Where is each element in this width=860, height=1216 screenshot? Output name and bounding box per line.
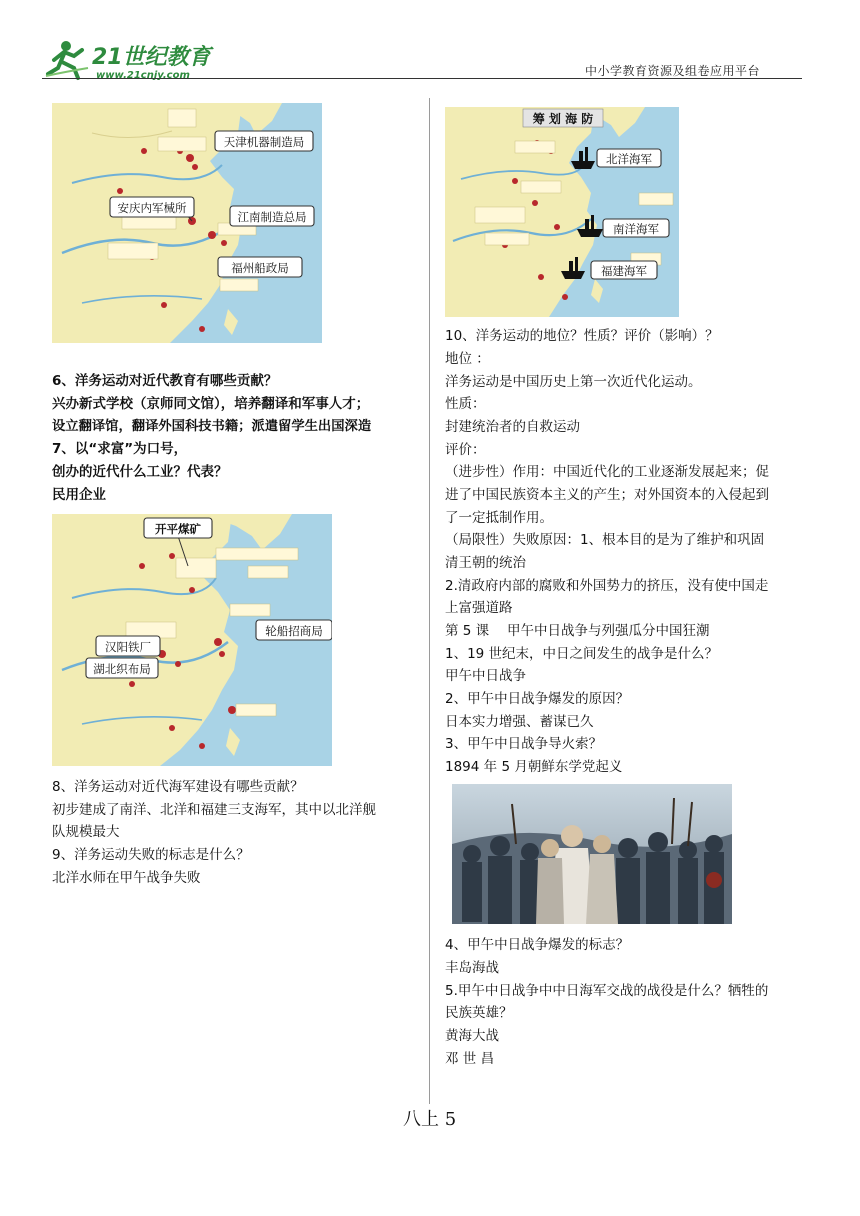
site-logo — [44, 38, 214, 82]
page-number: 八上 5 — [403, 1109, 457, 1130]
evaluation-line-3: 了一定抵制作用。 — [445, 510, 553, 526]
logo-subtext: www.21cnjy.com — [96, 70, 190, 81]
position-text: 洋务运动是中国历史上第一次近代化运动。 — [445, 374, 702, 390]
question-7-continued: 创办的近代什么工业？代表？ — [52, 464, 228, 480]
map-label — [86, 658, 158, 678]
answer-9: 北洋水师在甲午战争失败 — [52, 870, 201, 886]
evaluation-line-1: （进步性）作用：中国近代化的工业逐渐发展起来；促 — [445, 464, 769, 480]
answer-8-line-1: 初步建成了南洋、北洋和福建三支海军，其中以北洋舰 — [52, 802, 376, 818]
question-9: 9、洋务运动失败的标志是什么？ — [52, 847, 250, 863]
map-label — [96, 636, 160, 656]
lesson-question-4: 4、甲午中日战争爆发的标志？ — [445, 937, 630, 953]
answer-7: 民用企业 — [52, 487, 106, 503]
lesson-question-3: 3、甲午中日战争导火索？ — [445, 736, 603, 752]
lesson-answer-4: 丰岛海战 — [445, 960, 499, 976]
question-6: 6、洋务运动对近代教育有哪些贡献？ — [52, 373, 278, 389]
map-label — [110, 197, 194, 217]
svg-text:福州船政局: 福州船政局 — [231, 261, 289, 275]
map-title — [523, 109, 603, 127]
svg-text:江南制造总局: 江南制造总局 — [237, 210, 307, 224]
lesson-question-5-line-2: 民族英雄？ — [445, 1005, 513, 1021]
map-label — [603, 219, 669, 237]
evaluation-line-4: （局限性）失败原因：1、根本目的是为了维护和巩固 — [445, 532, 765, 548]
svg-text:汉阳铁厂: 汉阳铁厂 — [105, 640, 151, 654]
map-label — [230, 206, 314, 226]
answer-6-line-1: 兴办新式学校（京师同文馆），培养翻译和军事人才； — [52, 396, 370, 412]
evaluation-label: 评价： — [445, 442, 486, 458]
runner-icon — [46, 41, 88, 78]
map-military-industry — [52, 103, 322, 343]
svg-text:天津机器制造局: 天津机器制造局 — [223, 135, 305, 149]
question-10: 10、洋务运动的地位？性质？评价（影响）？ — [445, 328, 719, 344]
map-label — [597, 149, 661, 167]
answer-6-line-2: 设立翻译馆，翻译外国科技书籍；派遣留学生出国深造 — [52, 419, 372, 434]
question-7: 7、以“求富”为口号， — [52, 441, 188, 457]
map-label — [218, 257, 302, 277]
svg-text:开平煤矿: 开平煤矿 — [155, 522, 201, 536]
map-label — [215, 131, 313, 151]
svg-text:南洋海军: 南洋海军 — [613, 222, 659, 236]
map-civil-industry — [52, 514, 332, 766]
svg-text:湖北织布局: 湖北织布局 — [93, 662, 151, 676]
lesson-answer-3: 1894 年 5 月朝鲜东学党起义 — [445, 759, 623, 775]
nature-text: 封建统治者的自救运动 — [445, 419, 580, 435]
position-label: 地位 ： — [445, 351, 490, 367]
lesson-answer-5-hero: 邓 世 昌 — [445, 1051, 495, 1067]
logo-text: 21世纪教育 — [92, 45, 211, 70]
lesson-question-1: 1、19 世纪末，中日之间发生的战争是什么？ — [445, 646, 719, 662]
header-rule — [42, 78, 802, 79]
lesson-question-5-line-1: 5.甲午中日战争中中日海军交战的战役是什么？牺牲的 — [445, 983, 769, 999]
answer-8-line-2: 队规模最大 — [52, 824, 120, 840]
map-coastal-defense — [445, 107, 679, 317]
evaluation-line-7: 上富强道路 — [445, 600, 513, 616]
uprising-illustration — [452, 784, 732, 924]
lesson-answer-1: 甲午中日战争 — [445, 668, 526, 684]
platform-title: 中小学教育资源及组卷应用平台 — [585, 64, 761, 78]
evaluation-line-2: 进了中国民族资本主义的产生；对外国资本的入侵起到 — [445, 487, 769, 503]
lesson-title: 第 5 课 甲午中日战争与列强瓜分中国狂潮 — [445, 623, 710, 639]
question-8: 8、洋务运动对近代海军建设有哪些贡献？ — [52, 779, 304, 795]
map-label — [144, 518, 212, 538]
map-label — [256, 620, 332, 640]
svg-text:轮船招商局: 轮船招商局 — [265, 624, 323, 638]
lesson-question-2: 2、甲午中日战争爆发的原因？ — [445, 691, 630, 707]
nature-label: 性质： — [445, 396, 486, 412]
column-divider — [429, 98, 430, 1104]
svg-text:筹 划 海 防: 筹 划 海 防 — [532, 112, 594, 126]
evaluation-line-5: 清王朝的统治 — [445, 555, 526, 571]
svg-text:福建海军: 福建海军 — [601, 264, 647, 278]
map-label — [591, 261, 657, 279]
evaluation-line-6: 2.清政府内部的腐败和外国势力的挤压，没有使中国走 — [445, 578, 769, 594]
lesson-answer-5-battle: 黄海大战 — [445, 1028, 499, 1044]
svg-text:北洋海军: 北洋海军 — [606, 152, 652, 166]
lesson-answer-2: 日本实力增强、蓄谋已久 — [445, 714, 594, 730]
svg-text:安庆内军械所: 安庆内军械所 — [117, 201, 187, 215]
